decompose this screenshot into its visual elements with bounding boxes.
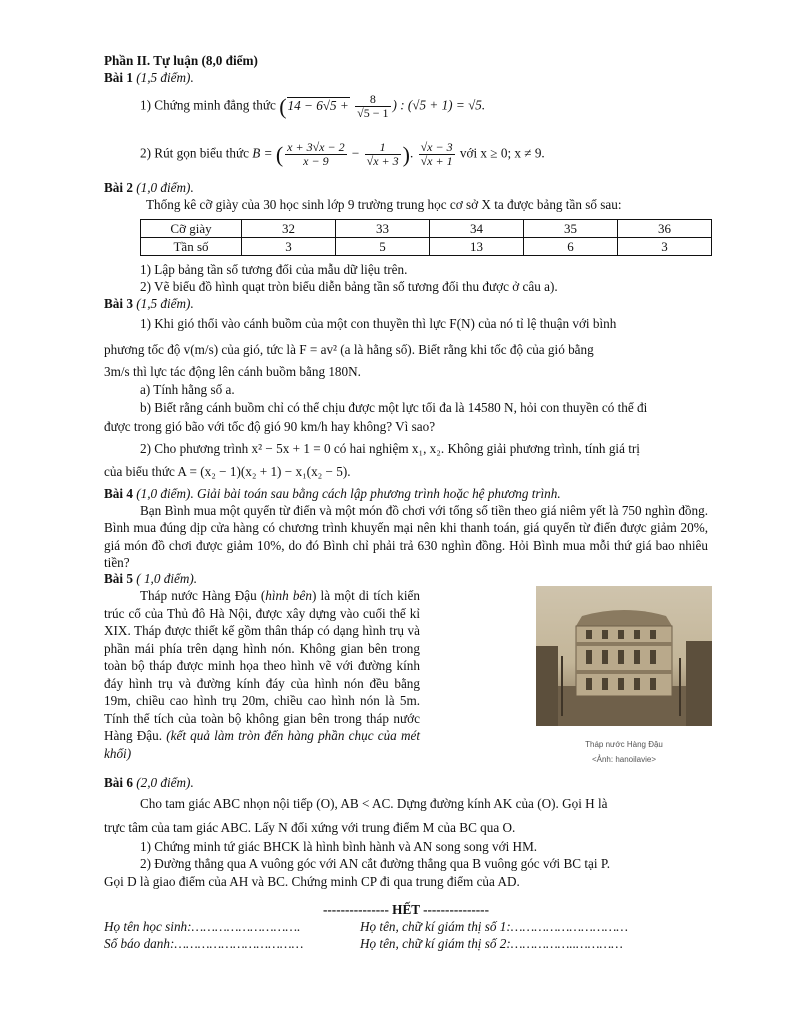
bai3-b1: b) Biết rằng cánh buồm chỉ có thể chịu được một lực tối đa là 14580 N, hỏi con thuyền có thể đi <box>140 400 648 415</box>
bai2-q2: 2) Vẽ biểu đồ hình quạt tròn biểu diễn bảng tần số tương đối thu được ở câu a). <box>140 279 558 294</box>
bai3-a: a) Tính hằng số a. <box>140 382 235 397</box>
photo-caption-credit: <Ảnh: hanoilavie> <box>591 755 657 764</box>
bai6-l1: Cho tam giác ABC nhọn nội tiếp (O), AB < AC. Dựng đường kính AK của (O). Gọi H là <box>140 796 608 811</box>
bai3-heading: Bài 3 (1,5 điểm). <box>104 296 194 311</box>
bai3-l2: phương tốc độ v(m/s) của gió, tức là F = av² (a là hằng số). Biết rằng khi tốc độ của gió bằng <box>104 342 594 357</box>
bai3-l1: 1) Khi gió thổi vào cánh buồm của một con thuyền thì lực F(N) của nó tỉ lệ thuận với bình <box>140 316 617 331</box>
frequency-table <box>140 219 712 256</box>
bai2-intro: Thống kê cỡ giày của 30 học sinh lớp 9 trường trung học cơ sở X ta được bảng tần số sau: <box>146 197 622 212</box>
bai6-l5: Gọi D là giao điểm của AH và BC. Chứng minh CP đi qua trung điểm của AD. <box>104 874 520 889</box>
student-name-line: Họ tên học sinh:………………………. <box>104 919 301 934</box>
bai3-b2: được trong gió bão với tốc độ gió 90 km/h hay không? Vì sao? <box>104 419 436 434</box>
bai6-heading: Bài 6 (2,0 điểm). <box>104 775 194 790</box>
bai1-q2: 2) Rút gọn biểu thức B = ( $\frac{x + 3√x - 2}{x - 9}$ − $\frac{1}{√x + 3}$ ). $\frac{√x - 3}{√x + 1}$ với x ≥ 0; x ≠ 9. <box>140 140 545 169</box>
bai4-text: Bạn Bình mua một quyển từ điển và một món đồ chơi với tổng số tiền theo giá niêm yết là 750 nghìn đồng. Bình mua đúng dịp cửa hàng có chương trình khuyến mại nên khi thanh toán, giá quyển từ điển được giảm 20%, giá món đồ chơi được giảm 10%, do đó Bình chỉ phải trả 630 nghìn đồng. Hỏi Bình mua mỗi thứ giá bao nhiêu tiền? <box>104 503 708 571</box>
proctor2-line: Họ tên, chữ kí giám thị số 2:……………..………… <box>360 936 623 951</box>
bai6-l4: 2) Đường thẳng qua A vuông góc với AN cắt đường thẳng qua B vuông góc với BC tại P. <box>140 856 611 871</box>
bai1-q1: 1) Chứng minh đẳng thức (14 − 6√5 + $\frac{8}{√5 - 1}$ ) : (√5 + 1) = √5. <box>140 92 486 121</box>
bai6-l2: trực tâm của tam giác ABC. Lấy N đối xứng với trung điểm M của BC qua O. <box>104 820 516 835</box>
bai6-l3: 1) Chứng minh tứ giác BHCK là hình bình hành và AN song song với HM. <box>140 839 538 854</box>
bai5-text: Tháp nước Hàng Đậu (hình bên) là một di tích kiến trúc cổ của Thủ đô Hà Nội, được xây dựng vào cuối thế kỉ XIX. Tháp được thiết kế gồm thân tháp có dạng hình trụ và phần mái phía trên dạng hình nón. Không gian bên trong toàn bộ tháp được minh họa theo hình vẽ với đường kính đáy hình trụ và đường kính đáy của hình nón đều bằng 19m, chiều cao hình trụ 20m, chiều cao hình nón là 5m. Tính thể tích của toàn bộ không gian bên trong tháp nước Hàng Đậu. (kết quả làm tròn đến hàng phần chục của mét khối) <box>104 588 421 761</box>
hang-dau-tower-photo <box>536 586 712 726</box>
proctor1-line: Họ tên, chữ kí giám thị số 1:………………………… <box>360 919 629 934</box>
candidate-number-line: Số báo danh:…………………………… <box>104 936 304 951</box>
end-marker: --------------- HẾT --------------- <box>323 902 489 917</box>
bai4-heading: Bài 4 (1,0 điểm). Giải bài toán sau bằng cách lập phương trình hoặc hệ phương trình. <box>104 486 561 501</box>
section-title: Phần II. Tự luận (8,0 điểm) <box>104 53 258 68</box>
bai1-fraction: $\frac{8}{√5 - 1}$ <box>357 92 389 121</box>
bai2-heading: Bài 2 (1,0 điểm). <box>104 180 194 195</box>
table-row: Tần số 3 5 13 6 3 <box>141 238 712 256</box>
tower-illustration <box>536 586 712 726</box>
bai3-q2b: của biểu thức A = (x₂ − 1)(x₂ + 1) − x₁(x₂ − 5). <box>104 464 351 479</box>
bai5-heading: Bài 5 ( 1,0 điểm). <box>104 571 198 586</box>
bai3-l3: 3m/s thì lực tác động lên cánh buồm bằng 180N. <box>104 364 361 379</box>
bai2-q1: 1) Lập bảng tần số tương đối của mẫu dữ liệu trên. <box>140 262 408 277</box>
photo-caption-title: Tháp nước Hàng Đậu <box>585 740 663 749</box>
bai3-q2a: 2) Cho phương trình x² − 5x + 1 = 0 có hai nghiệm x₁, x₂. Không giải phương trình, tính giá trị <box>140 441 640 456</box>
bai1-heading: Bài 1 (1,5 điểm). <box>104 70 194 85</box>
table-row: Cỡ giày 32 33 34 35 36 <box>141 220 712 238</box>
